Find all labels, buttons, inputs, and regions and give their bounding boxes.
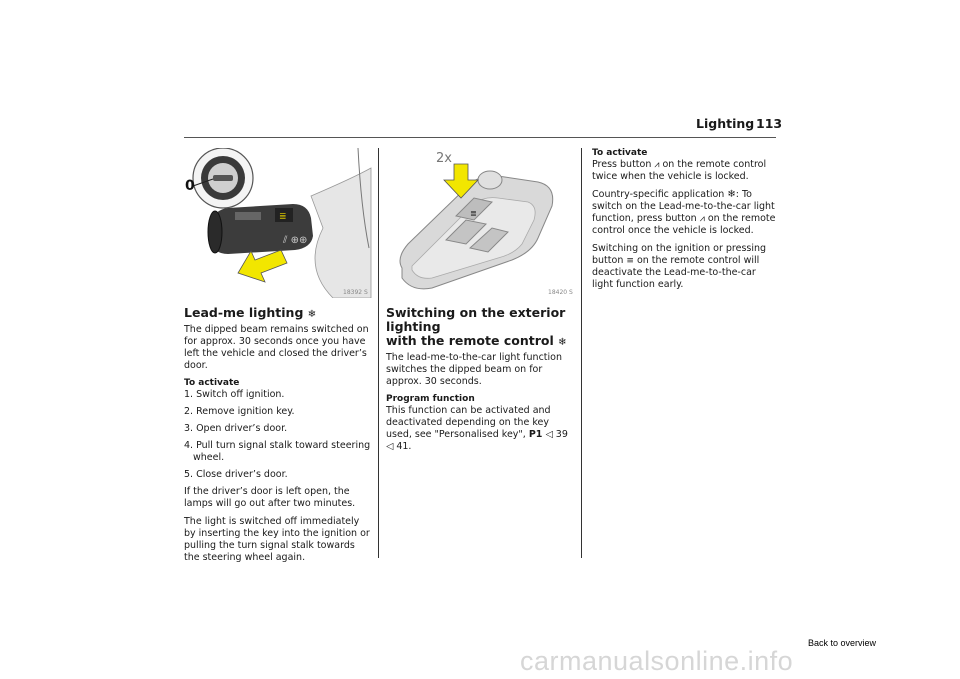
back-to-overview-link[interactable]: Back to overview (808, 638, 877, 648)
svg-text:⫽ ⊕⊕: ⫽ ⊕⊕ (283, 235, 308, 246)
page-ref-arrow-icon: ◁ (386, 441, 394, 452)
country-specific-icon: ❄ (727, 189, 736, 200)
page-ref-41[interactable]: 41. (396, 441, 412, 452)
watermark: carmanualsonline.info (520, 646, 794, 676)
page-number: 113 (756, 116, 783, 131)
list-item: 5. Close driver’s door. (184, 469, 288, 480)
switch-off-paragraph: The light is switched off immediately by inserting the key into the ignition or pulling the turn signal stalk towards the steering wheel again. (184, 516, 370, 563)
lead-me-intro: The dipped beam remains switched on for approx. 30 seconds once you have left the vehicle and closed the driver’s door. (184, 324, 369, 371)
running-header-title: Lighting (696, 116, 755, 131)
remote-key-illustration (388, 148, 576, 298)
page-ref-arrow-icon: ◁ (545, 429, 553, 440)
figure-code-18392: 18392 S (343, 289, 368, 296)
column-divider-2 (581, 148, 582, 558)
to-activate-label: To activate (184, 378, 240, 388)
column-2 (386, 306, 576, 459)
to-activate-label: To activate (592, 148, 648, 158)
program-function-text: This function can be activated and deactivated depending on the key used, see "Personalised key", P1 ◁ 39 ◁ 41. (386, 405, 568, 452)
unlock-button-icon: ≡ (626, 256, 634, 266)
press-twice-paragraph: Press button ⩘ on the remote control twice when the vehicle is locked. (592, 159, 767, 182)
ref-p1: P1 (528, 429, 543, 440)
column-3 (592, 148, 776, 297)
list-item: 3. Open driver’s door. (184, 423, 288, 434)
country-specific-paragraph: Country-specific application ❄: To switch on the Lead-me-to-the-car light function, press button ⩘ on the remote control once the vehicle is locked. (592, 189, 776, 236)
header-divider (184, 137, 776, 138)
country-specific-icon: ❄ (558, 337, 567, 348)
list-item: 2. Remove ignition key. (184, 406, 295, 417)
country-specific-icon: ❄ (307, 309, 317, 320)
section-heading-lead-me: Lead-me lighting ❄ (184, 305, 317, 320)
figure-code-18420: 18420 S (548, 289, 573, 296)
press-twice-label: 2x (436, 151, 452, 166)
activation-steps (184, 389, 372, 481)
svg-text:≣: ≣ (470, 209, 477, 218)
remote-intro: The lead-me-to-the-car light function switches the dipped beam on for approx. 30 seconds. (386, 352, 562, 387)
turn-signal-stalk-illustration (183, 148, 373, 298)
ignition-position-label: 0 (185, 178, 195, 194)
column-divider-1 (378, 148, 379, 558)
page-ref-39[interactable]: 39 (555, 429, 568, 440)
light-button-icon: ⩘ (654, 160, 660, 170)
list-item: 4. Pull turn signal stalk toward steering wheel. (184, 440, 371, 463)
list-item: 1. Switch off ignition. (184, 389, 285, 400)
column-1 (184, 306, 372, 570)
program-function-label: Program function (386, 394, 475, 404)
light-button-icon: ⩘ (699, 214, 705, 224)
deactivate-paragraph: Switching on the ignition or pressing button ≡ on the remote control will deactivate the Lead-me-to-the-car light function early. (592, 243, 767, 290)
svg-text:≣: ≣ (279, 212, 287, 222)
section-heading-remote: Switching on the exterior lighting with the remote control ❄ (386, 305, 567, 348)
door-open-paragraph: If the driver’s door is left open, the lamps will go out after two minutes. (184, 486, 356, 509)
